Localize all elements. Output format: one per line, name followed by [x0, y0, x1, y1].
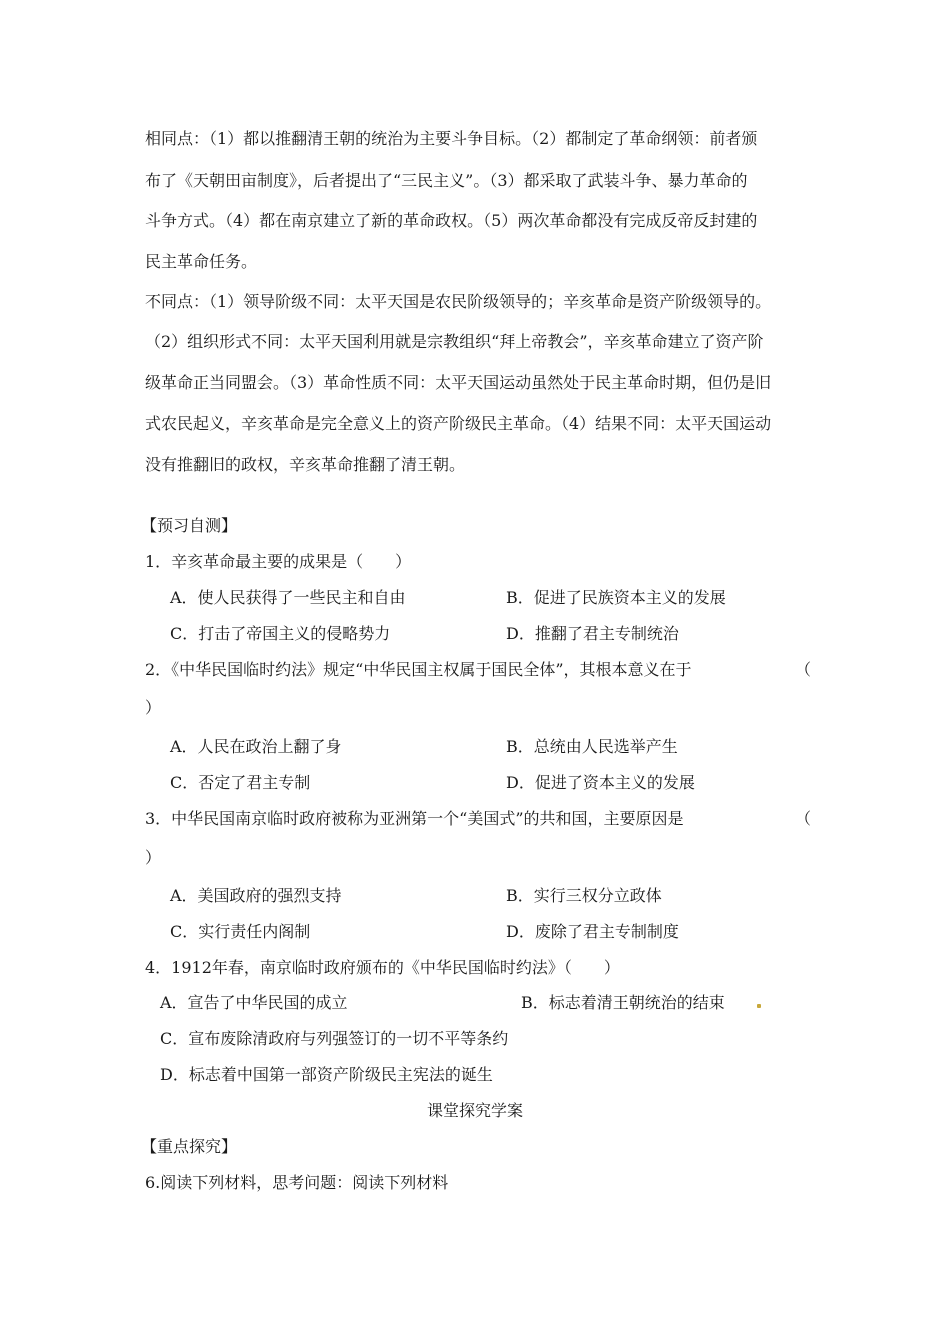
- question-3-option-b: B．实行三权分立政体: [506, 886, 662, 905]
- question-2-option-c: C．否定了君主专制: [170, 773, 311, 792]
- question-2-option-a: A．人民在政治上翻了身: [170, 737, 342, 756]
- question-3-stem: 3．中华民国南京临时政府被称为亚洲第一个“美国式”的共和国，主要原因是: [145, 809, 684, 828]
- question-4-stem: 4．1912年春，南京临时政府颁布的《中华民国临时约法》（ ）: [145, 958, 620, 977]
- question-1-option-b: B．促进了民族资本主义的发展: [506, 588, 726, 607]
- differences-line-4: 式农民起义，辛亥革命是完全意义上的资产阶级民主革命。（4）结果不同：太平天国运动: [145, 414, 772, 433]
- preview-test-heading: 【预习自测】: [141, 516, 238, 535]
- differences-line-2: （2）组织形式不同：太平天国利用就是宗教组织“拜上帝教会”，辛亥革命建立了资产阶: [145, 332, 764, 351]
- stray-mark: [757, 1004, 761, 1008]
- question-2-paren-close: ）: [145, 698, 162, 717]
- question-2-option-b: B．总统由人民选举产生: [506, 737, 678, 756]
- question-4-option-c: C．宣布废除清政府与列强签订的一切不平等条约: [160, 1029, 509, 1048]
- question-3-paren-close: ）: [145, 848, 162, 867]
- similarities-line-2: 布了《天朝田亩制度》，后者提出了“三民主义”。（3）都采取了武装斗争、暴力革命的: [145, 171, 748, 190]
- differences-line-1: 不同点：（1）领导阶级不同：太平天国是农民阶级领导的；辛亥革命是资产阶级领导的。: [145, 292, 772, 311]
- question-1-option-d: D．推翻了君主专制统治: [506, 624, 679, 643]
- question-1-option-a: A．使人民获得了一些民主和自由: [170, 588, 406, 607]
- question-1-option-c: C．打击了帝国主义的侵略势力: [170, 624, 391, 643]
- question-3-option-c: C．实行责任内阁制: [170, 922, 311, 941]
- similarities-line-4: 民主革命任务。: [145, 252, 258, 271]
- similarities-line-3: 斗争方式。（4）都在南京建立了新的革命政权。（5）两次革命都没有完成反帝反封建的: [145, 211, 758, 230]
- question-4-option-b: B．标志着清王朝统治的结束: [521, 993, 725, 1012]
- question-1-stem: 1．辛亥革命最主要的成果是（ ）: [145, 552, 412, 571]
- question-4-option-d: D．标志着中国第一部资产阶级民主宪法的诞生: [160, 1065, 493, 1084]
- question-3-option-d: D．废除了君主专制制度: [506, 922, 679, 941]
- question-4-option-a: A．宣告了中华民国的成立: [160, 993, 348, 1012]
- similarities-line-1: 相同点：（1）都以推翻清王朝的统治为主要斗争目标。（2）都制定了革命纲领：前者颁: [145, 129, 758, 148]
- key-inquiry-heading: 【重点探究】: [141, 1137, 238, 1156]
- question-3-paren-open: （: [795, 809, 812, 828]
- classroom-title: 课堂探究学案: [426, 1101, 523, 1120]
- differences-line-3: 级革命正当同盟会。（3）革命性质不同：太平天国运动虽然处于民主革命时期，但仍是旧: [145, 373, 772, 392]
- question-2-stem: 2．《中华民国临时约法》规定“中华民国主权属于国民全体”，其根本意义在于: [145, 660, 692, 679]
- question-6: 6.阅读下列材料，思考问题：阅读下列材料: [145, 1173, 449, 1192]
- question-3-option-a: A．美国政府的强烈支持: [170, 886, 342, 905]
- question-2-paren-open: （: [795, 660, 812, 679]
- question-2-option-d: D．促进了资本主义的发展: [506, 773, 695, 792]
- differences-line-5: 没有推翻旧的政权，辛亥革命推翻了清王朝。: [145, 455, 466, 474]
